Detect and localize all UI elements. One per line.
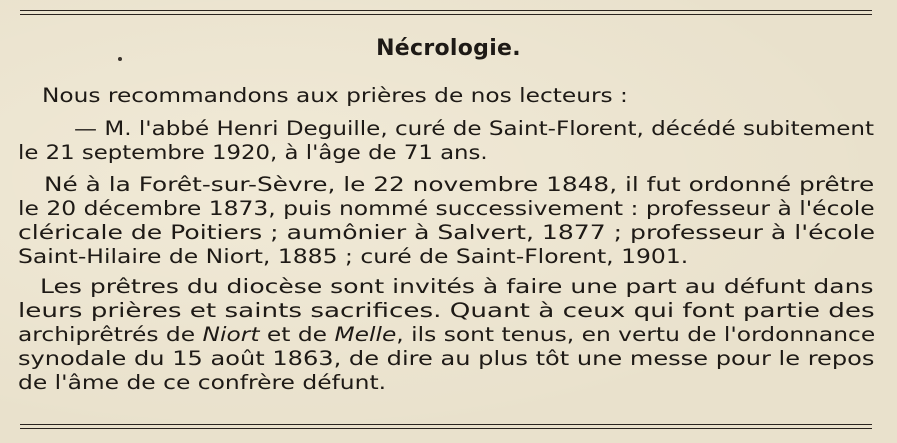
text-line-4: Né à la Forêt-sur-Sèvre, le 22 novembre 1848, il fut ordonné prêtre bbox=[44, 173, 875, 196]
text-line-5: le 20 décembre 1873, puis nommé successivement : professeur à l'école bbox=[18, 197, 875, 220]
article-title: Nécrologie. bbox=[376, 36, 521, 61]
text-line-8: Les prêtres du diocèse sont invités à faire une part au défunt dans bbox=[40, 275, 874, 298]
text-line-12: de l'âme de ce confrère défunt. bbox=[18, 371, 387, 394]
place-niort: Niort bbox=[202, 323, 260, 346]
text-line-1: Nous recommandons aux prières de nos lecteurs : bbox=[42, 84, 628, 107]
text-line-2: — M. l'abbé Henri Deguille, curé de Saint-Florent, décédé subitement bbox=[74, 117, 875, 140]
line-10-start: archiprêtrés de bbox=[18, 323, 203, 346]
top-double-rule bbox=[20, 10, 872, 15]
line-10-end: , ils sont tenus, en vertu de l'ordonnance bbox=[396, 323, 876, 346]
ink-speck bbox=[118, 57, 122, 61]
text-line-9: leurs prières et saints sacrifices. Quant à ceux qui font partie des bbox=[18, 299, 875, 322]
line-10-middle: et de bbox=[259, 323, 335, 346]
bottom-double-rule bbox=[20, 424, 872, 429]
text-line-10 bbox=[18, 324, 875, 346]
place-melle: Melle bbox=[334, 323, 397, 346]
text-line-6: cléricale de Poitiers ; aumônier à Salvert, 1877 ; professeur à l'école bbox=[18, 221, 876, 244]
text-line-11: synodale du 15 août 1863, de dire au plus tôt une messe pour le repos bbox=[18, 347, 875, 370]
text-line-7: Saint-Hilaire de Niort, 1885 ; curé de Saint-Florent, 1901. bbox=[18, 245, 689, 268]
text-line-3: le 21 septembre 1920, à l'âge de 71 ans. bbox=[18, 141, 488, 164]
